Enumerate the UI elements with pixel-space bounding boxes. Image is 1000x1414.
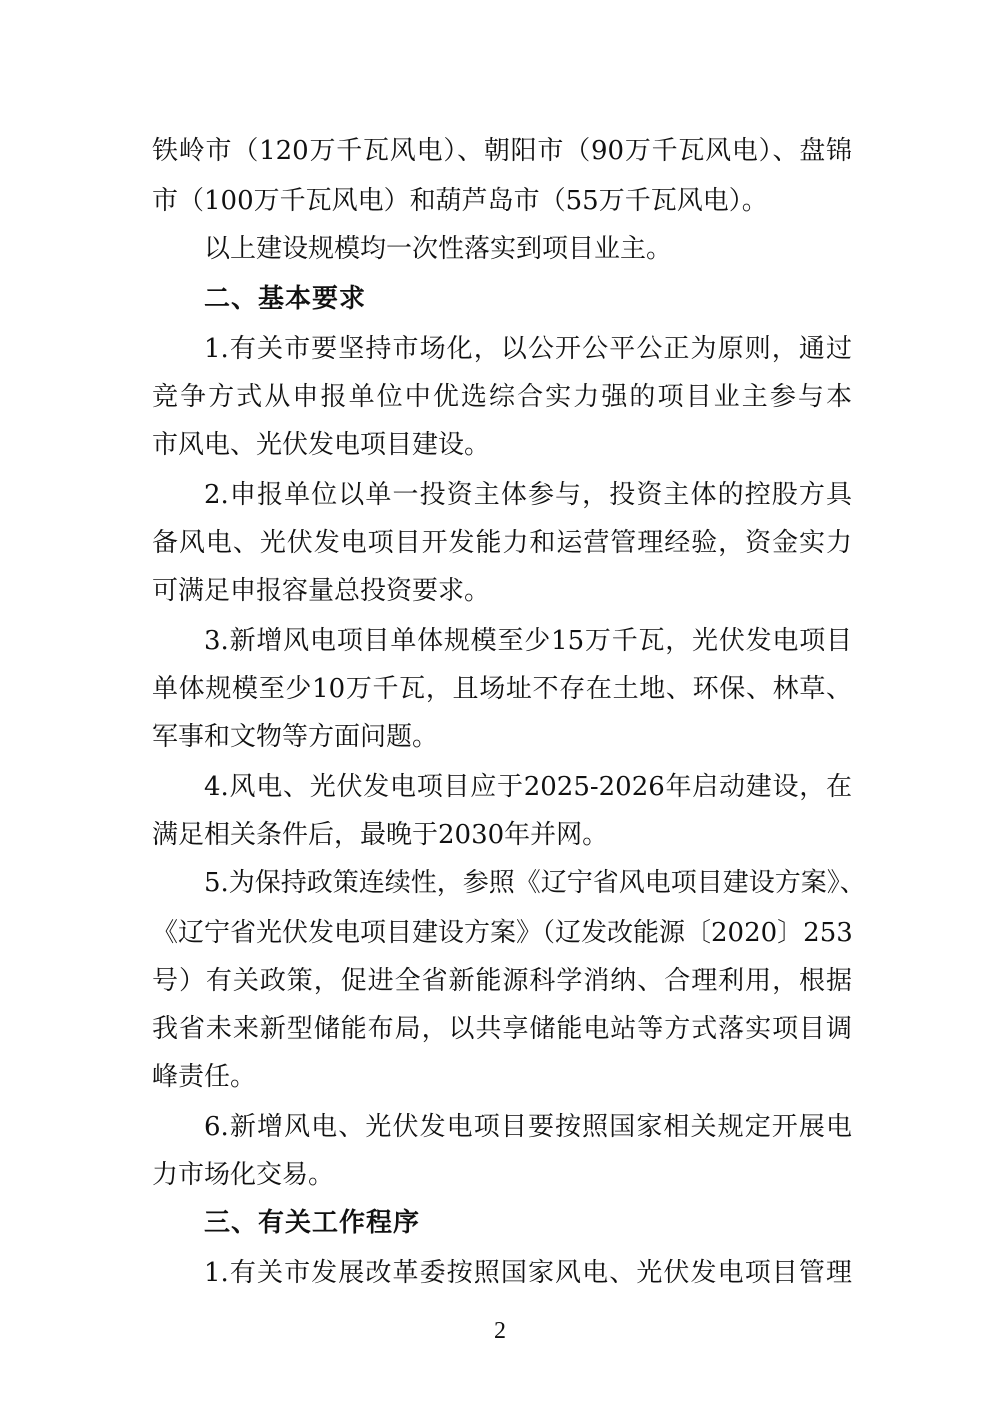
body-text-line: 军事和文物等方面问题。 <box>152 722 439 752</box>
body-text-line: 1.有关市发展改革委按照国家风电、光伏发电项目管理 <box>204 1258 852 1288</box>
body-text-line: 单体规模至少10万千瓦，且场址不存在土地、环保、林草、 <box>152 674 852 704</box>
body-text-line: 6.新增风电、光伏发电项目要按照国家相关规定开展电 <box>204 1112 852 1142</box>
body-text-line: 市（100万千瓦风电）和葫芦岛市（55万千瓦风电）。 <box>152 186 768 216</box>
body-text-line: 满足相关条件后，最晚于2030年并网。 <box>152 820 609 850</box>
body-text-line: 铁岭市（120万千瓦风电）、朝阳市（90万千瓦风电）、盘锦 <box>152 136 852 166</box>
body-text-line: 5.为保持政策连续性，参照《辽宁省风电项目建设方案》、 <box>204 868 866 898</box>
body-text-line: 号）有关政策，促进全省新能源科学消纳、合理利用，根据 <box>152 966 852 996</box>
body-text-line: 4.风电、光伏发电项目应于2025-2026年启动建设，在 <box>204 772 852 802</box>
body-text-line: 1.有关市要坚持市场化，以公开公平公正为原则，通过 <box>204 334 852 364</box>
body-text-line: 我省未来新型储能布局，以共享储能电站等方式落实项目调 <box>152 1014 852 1044</box>
body-text-line: 3.新增风电项目单体规模至少15万千瓦，光伏发电项目 <box>204 626 852 656</box>
body-text-line: 《辽宁省光伏发电项目建设方案》（辽发改能源〔2020〕253 <box>152 918 853 948</box>
page-number: 2 <box>494 1318 506 1344</box>
body-text-line: 市风电、光伏发电项目建设。 <box>152 430 491 460</box>
body-text-line: 力市场化交易。 <box>152 1160 335 1190</box>
body-text-line: 2.申报单位以单一投资主体参与，投资主体的控股方具 <box>204 480 852 510</box>
body-text-line: 备风电、光伏发电项目开发能力和运营管理经验，资金实力 <box>152 528 852 558</box>
body-text-line: 可满足申报容量总投资要求。 <box>152 576 491 606</box>
body-text-line: 峰责任。 <box>152 1062 257 1092</box>
section-heading: 二、基本要求 <box>204 284 367 314</box>
body-text-line: 竞争方式从申报单位中优选综合实力强的项目业主参与本 <box>152 382 852 412</box>
body-text-line: 以上建设规模均一次性落实到项目业主。 <box>204 234 673 264</box>
section-heading: 三、有关工作程序 <box>204 1208 421 1238</box>
